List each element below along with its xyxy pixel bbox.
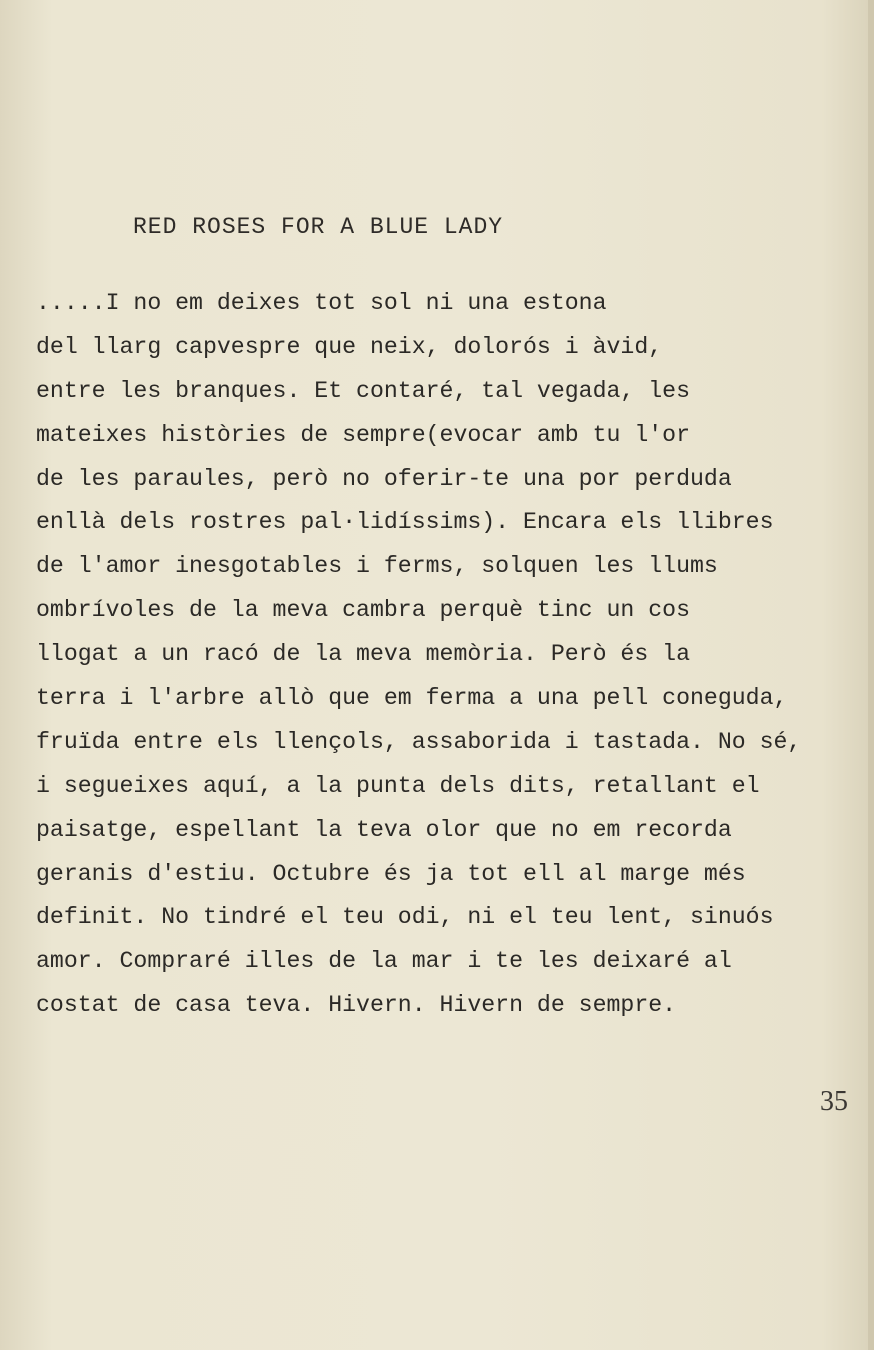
text-line: geranis d'estiu. Octubre és ja tot ell al marge més xyxy=(36,860,746,887)
text-line: de les paraules, però no oferir-te una por perduda xyxy=(36,465,732,492)
poem-body xyxy=(36,282,866,1028)
text-line: del llarg capvespre que neix, dolorós i àvid, xyxy=(36,333,663,360)
text-line: terra i l'arbre allò que em ferma a una pell coneguda, xyxy=(36,685,788,712)
text-line: entre les branques. Et contaré, tal vegada, les xyxy=(36,377,690,404)
text-line: ombrívoles de la meva cambra perquè tinc un cos xyxy=(36,597,690,624)
text-line: definit. No tindré el teu odi, ni el teu lent, sinuós xyxy=(36,904,774,931)
text-line: i segueixes aquí, a la punta dels dits, retallant el xyxy=(36,772,760,799)
text-line: costat de casa teva. Hivern. Hivern de sempre. xyxy=(36,992,677,1019)
text-line: amor. Compraré illes de la mar i te les deixaré al xyxy=(36,948,732,975)
text-line: .....I no em deixes tot sol ni una estona xyxy=(36,290,607,316)
text-line: llogat a un racó de la meva memòria. Però és la xyxy=(36,641,690,668)
text-line: enllà dels rostres pal·lidíssims). Encara els llibres xyxy=(36,509,774,536)
page-edge-shadow xyxy=(868,0,874,1350)
text-line: mateixes històries de sempre(evocar amb tu l'or xyxy=(36,421,690,448)
text-line: fruïda entre els llençols, assaborida i tastada. No sé, xyxy=(36,728,802,755)
page-number: 35 xyxy=(820,1086,848,1117)
text-line: paisatge, espellant la teva olor que no em recorda xyxy=(36,816,732,843)
text-line: de l'amor inesgotables i ferms, solquen les llums xyxy=(36,553,718,580)
poem-title: RED ROSES FOR A BLUE LADY xyxy=(133,214,504,240)
